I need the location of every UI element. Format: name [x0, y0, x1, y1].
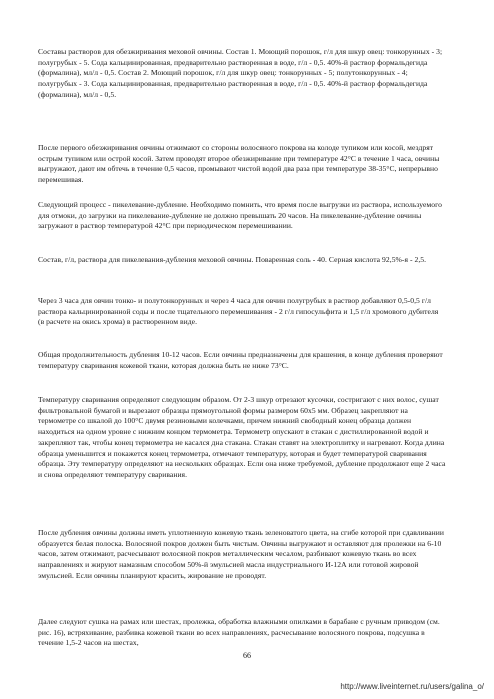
source-url-watermark[interactable]: http://www.liveinternet.ru/users/galina_o/	[340, 682, 484, 691]
paragraph-drying: Далее следуют сушка на рамах или шестах, пролежка, обработка влажными опилками в барабане с ручным приводом (см. рис. 16), встряхивание, разбивка кожевой ткани во всех направлениях, расчесывание волосяного покрова, подсушка в течение 1,5-2 часов на шестах,	[38, 617, 440, 648]
paragraph-after-tanning: После дубления овчины должны иметь уплотненную кожевую ткань зеленоватого цвета, на сгибе которой при сдавливании образуется белая полоска. Волосяной покров должен быть чистым. Овчины выгружают и оставляют для пролежки на 6-10 часов, затем отжимают, расчесывают волосяной покров металлическим чесалом, разбивают кожевую ткань во всех направлениях и жируют намазным способом 50%-й эмульсией масла индустриального И-12А или готовой жировой эмульсией. Если овчины планируют красить, жирование не проводят.	[38, 528, 445, 580]
paragraph-degreasing-solutions: Составы растворов для обезжиривания меховой овчины. Состав 1. Моющий порошок, г/л для шкур овец: тонкорунных - 3; полугрубых - 5. Сода кальцинированная, предварительно растворенная в воде, г/л - 0,5. 40%-й раствор формальдегида (формалина), мл/л - 0,5. Состав 2. Моющий порошок, г/л для шкур овец: тонкорунных - 5; полутонкорунных - 4; полугрубых - 3. Сода кальцинированная, предварительно растворенная в воде, г/л - 0,5. 40%-й раствор формальдегида (формалина), мл/л - 0,5.	[38, 47, 443, 99]
paragraph-pickling-composition: Состав, г/л, раствора для пикелевания-дубления меховой овчины. Поваренная соль - 40. Серная кислота 92,5%-я - 2,5.	[38, 255, 427, 264]
paragraph-tanning-duration: Общая продолжительность дубления 10-12 часов. Если овчины предназначены для крашения, в конце дубления проверяют температуру сваривания кожевой ткани, которая должна быть не ниже 73°С.	[38, 350, 443, 370]
page-number: 66	[243, 651, 251, 660]
paragraph-first-degreasing: После первого обезжиривания овчины отжимают со стороны волосяного покрова на колоде тупиком или косой, мездрят острым тупиком или острой косой. Затем проводят второе обезжиривание при температуре 42°С в течение 1 часа, овчины выгружают, дают им обтечь в течение 0,5 часов, промывают чистой водой два раза при температуре 38-35°С, непрерывно перемешивая.	[38, 143, 440, 185]
paragraph-shrinkage-temperature: Температуру сваривания определяют следующим образом. От 2-3 шкур отрезают кусочки, состригают с них волос, сушат фильтровальной бумагой и вырезают образцы прямоугольной формы размером 60х5 мм. Образец закрепляют на термометре со шкалой до 100°С двумя резиновыми колечками, причем нижний свободный конец образца должен находиться на одном уровне с нижним концом термометра. Термометр опускают в стакан с дистиллированной водой и закрепляют так, чтобы конец термометра не касался дна стакана. Стакан ставят на электроплитку и нагревают. Когда длина образца уменьшится и покажется конец термометра, отмечают температуру, которая и будет температурой сваривания образца. Эту температуру определяют на нескольких образцах. Если она ниже требуемой, дубление продолжают еще 2 часа и снова определяют температуру сваривания.	[38, 395, 446, 479]
paragraph-soda-addition: Через 3 часа для овчин тонко- и полутонкорунных и через 4 часа для овчин полугрубых в раствор добавляют 0,5-0,5 г/л раствора кальцинированной соды и после тщательного перемешивания - 2 г/л гипосульфита и 1,5 г/л хромового дубителя (в расчете на окись хрома) в растворенном виде.	[38, 296, 439, 327]
paragraph-pickling-tanning: Следующий процесс - пикелевание-дубление. Необходимо помнить, что время после выгрузки из раствора, используемого для отмоки, до загрузки на пикелевание-дубление не должно превышать 20 часов. На пикелевание-дубление овчины загружают в раствор температурой 42°С при периодическом перемешивании.	[38, 200, 442, 231]
